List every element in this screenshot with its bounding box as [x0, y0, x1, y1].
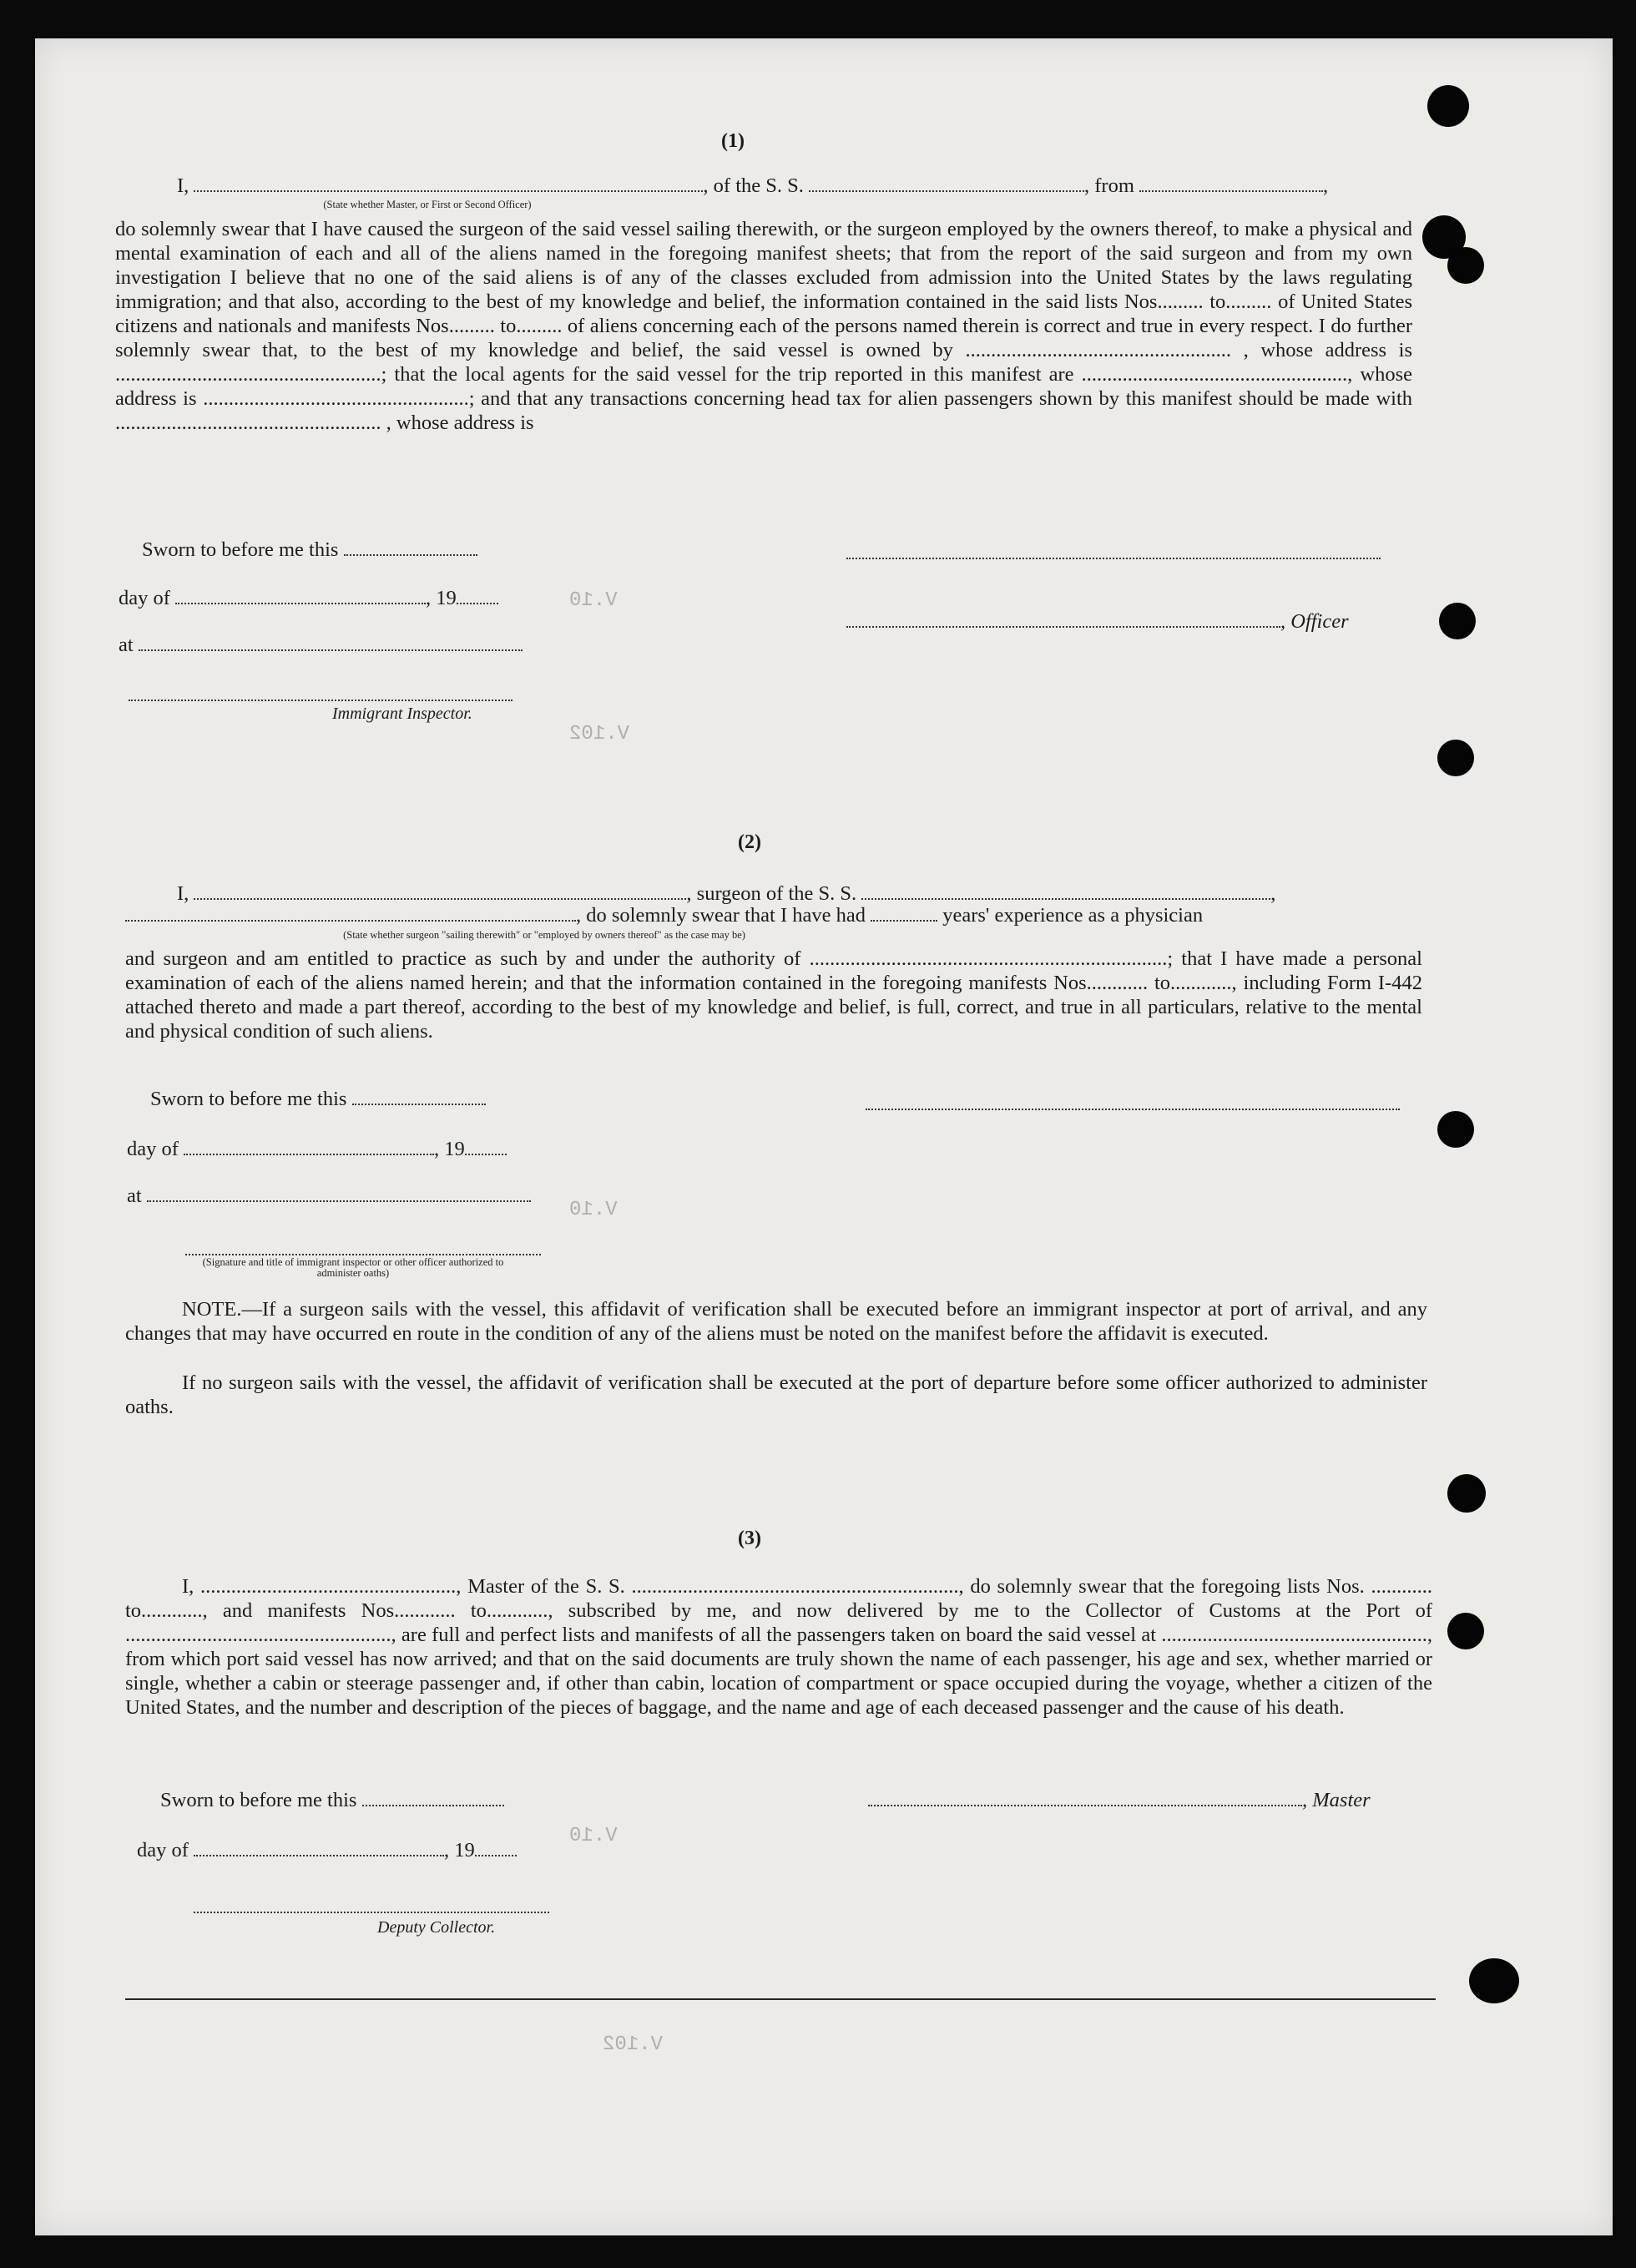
deputy-collector-label: Deputy Collector.: [377, 1918, 496, 1937]
section-number: (1): [721, 130, 745, 152]
signature-line: [194, 1912, 549, 1913]
bottom-rule: [125, 1998, 1436, 2000]
section1-opening-line: I, , of the S. S. , from ,: [177, 174, 1329, 197]
punch-hole: [1437, 740, 1474, 776]
bleed-through: V.102: [603, 2033, 664, 2056]
punch-hole: [1447, 1474, 1486, 1513]
section-number: (3): [738, 1528, 761, 1549]
master-line: , Master: [868, 1788, 1371, 1813]
sworn-line: Sworn to before me this: [150, 1087, 486, 1112]
signature-title-note: (Signature and title of immigrant inspector or other officer authorized to administer oaths): [202, 1256, 504, 1279]
day-line: day of , 19: [119, 586, 498, 611]
bleed-through: V.10: [569, 589, 618, 612]
form-page: [35, 38, 1613, 2235]
sworn-line: Sworn to before me this: [142, 538, 477, 563]
officer-title-note: (State whether Master, or First or Second Officer): [323, 199, 532, 210]
signature-line: [866, 1109, 1400, 1110]
immigrant-inspector-label: Immigrant Inspector.: [332, 705, 472, 723]
section-number: (2): [738, 831, 761, 853]
section2-experience-line: , do solemnly swear that I have had years' experience as a physician: [125, 903, 1203, 928]
note-paragraph: NOTE.—If a surgeon sails with the vessel, this affidavit of verification shall be executed before an immigrant inspector at port of arrival, and any changes that may have occurred en route in the condition of any of the aliens must be noted on the manifest before the affidavit is executed.: [125, 1298, 1427, 1345]
day-line: day of , 19: [137, 1838, 517, 1863]
punch-hole: [1427, 85, 1469, 127]
at-line: at: [119, 633, 523, 658]
officer-line: , Officer: [846, 609, 1349, 634]
bleed-through: V.10: [569, 1825, 618, 1847]
sworn-line: Sworn to before me this: [160, 1788, 504, 1813]
section3-affidavit-text: I, .................................................., Master of the S. S. ................................................................, do solemnly swear that the foregoing lists Nos. ............ to............, and manifests Nos............ to............, subscribed by me, and now delivered by me to the Collector of Customs at the Port of ...................................................., are full and perfect lists and manifests of all the passengers taken on board the said vessel at ...................................................., from which port said vessel has now arrived; and that on the said documents are truly shown the name of each passenger, his age and sex, whether married or single, whether a cabin or steerage passenger and, if other than cabin, location of compartment or space occupied during the voyage, whether a citizen of the United States, and the number and description of the pieces of baggage, and the name and age of each deceased passenger and the cause of his death.: [125, 1575, 1432, 1719]
section2-opening-line: I, , surgeon of the S. S. ,: [177, 882, 1276, 905]
punch-hole: [1439, 603, 1476, 639]
note-paragraph: If no surgeon sails with the vessel, the affidavit of verification shall be executed at the port of departure before some officer authorized to administer oaths.: [125, 1371, 1427, 1418]
punch-hole: [1447, 247, 1484, 284]
surgeon-status-note: (State whether surgeon "sailing therewith" or "employed by owners thereof" as the case may be): [343, 929, 745, 941]
day-line: day of , 19: [127, 1137, 507, 1162]
signature-line: [846, 558, 1381, 559]
signature-line: [185, 1254, 541, 1255]
section2-affidavit-text: and surgeon and am entitled to practice as such by and under the authority of ......................................................................; that I have made a personal examination of each of the aliens named herein; and that the information contained in the foregoing manifests Nos............ to............, including Form I-442 attached thereto and made a part thereof, according to the best of my knowledge and belief, is full, correct, and true in all particulars, relative to the mental and physical condition of such aliens.: [125, 947, 1422, 1043]
punch-hole: [1447, 1613, 1484, 1649]
at-line: at: [127, 1184, 531, 1209]
section1-affidavit-text: do solemnly swear that I have caused the surgeon of the said vessel sailing therewith, or the surgeon employed by the owners thereof, to make a physical and mental examination of each and all of the aliens named in the foregoing manifest sheets; that from the report of the said surgeon and from my own investigation I believe that no one of the said aliens is of any of the classes excluded from admission into the United States by the laws regulating immigration; and that also, according to the best of my knowledge and belief, the information contained in the said lists Nos......... to......... of United States citizens and nationals and manifests Nos......... to......... of aliens concerning each of the persons named therein is correct and true in every respect. I do further solemnly swear that, to the best of my knowledge and belief, the said vessel is owned by .................................................... , whose address is ....................................................; that the local agents for the said vessel for the trip reported in this manifest are ...................................................., whose address is ....................................................; and that any transactions concerning head tax for alien passengers shown by this manifest should be made with .................................................... , whose address is: [115, 218, 1412, 434]
punch-hole: [1469, 1958, 1519, 2003]
bleed-through: V.10: [569, 1199, 618, 1221]
bleed-through: V.102: [569, 723, 630, 745]
punch-hole: [1437, 1111, 1474, 1148]
